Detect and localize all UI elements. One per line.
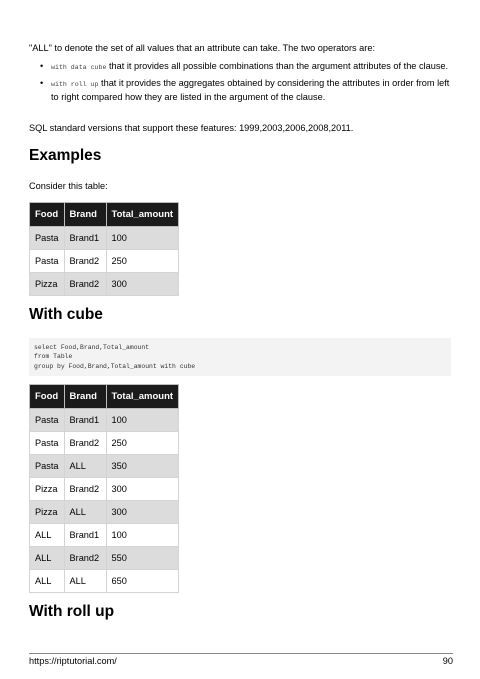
column-header: Food (30, 203, 65, 227)
table-cell: ALL (64, 455, 106, 478)
table-cell: Brand1 (64, 409, 106, 432)
examples-heading: Examples (29, 147, 102, 164)
table-cell: Brand2 (64, 250, 106, 273)
column-header: Total_amount (106, 203, 179, 227)
table-cell: ALL (64, 570, 106, 593)
with-roll-up-heading: With roll up (29, 603, 115, 620)
source-table (29, 202, 179, 296)
table-cell: 100 (106, 524, 179, 547)
table-row (30, 524, 179, 547)
table-cell: ALL (64, 501, 106, 524)
table-cell: Brand2 (64, 273, 106, 296)
table-row (30, 455, 179, 478)
table-cell: Pasta (30, 432, 65, 455)
table-header-row (30, 385, 179, 409)
table-cell: ALL (30, 570, 65, 593)
table-cell: Pizza (30, 501, 65, 524)
bullet-glyph: • (40, 78, 44, 88)
list-item (29, 60, 453, 74)
list-item-text: that it provides all possible combinations than the argument attributes of the clause. (106, 61, 449, 71)
intro-paragraph: "ALL" to denote the set of all values that an attribute can take. The two operators are: (29, 43, 375, 53)
table-row (30, 478, 179, 501)
page-number: 90 (442, 656, 453, 666)
list-item-text: that it provides the aggregates obtained by considering the attributes in order from left to right compared how they are listed in the argument of the clause. (51, 78, 450, 102)
table-cell: Pasta (30, 227, 65, 250)
table-cell: Pizza (30, 478, 65, 501)
table-cell: Brand2 (64, 432, 106, 455)
inline-code: with roll up (51, 81, 99, 88)
table-cell: Pasta (30, 409, 65, 432)
table-cell: 350 (106, 455, 179, 478)
table-cell: 300 (106, 501, 179, 524)
table-cell: Pasta (30, 455, 65, 478)
table-cell: 550 (106, 547, 179, 570)
cube-result-table (29, 384, 179, 593)
table-cell: 100 (106, 227, 179, 250)
table-cell: Pizza (30, 273, 65, 296)
column-header: Food (30, 385, 65, 409)
table-cell: ALL (30, 524, 65, 547)
table-row (30, 501, 179, 524)
table-cell: 250 (106, 250, 179, 273)
table-row (30, 227, 179, 250)
footer-url-link[interactable]: https://riptutorial.com/ (29, 656, 117, 666)
table-header-row (30, 203, 179, 227)
table-row (30, 273, 179, 296)
table-cell: 100 (106, 409, 179, 432)
table-row (30, 250, 179, 273)
table-cell: Brand1 (64, 524, 106, 547)
table-cell: Brand2 (64, 478, 106, 501)
table-cell: 250 (106, 432, 179, 455)
column-header: Total_amount (106, 385, 179, 409)
with-cube-heading: With cube (29, 306, 103, 323)
footer-divider (29, 653, 453, 654)
table-cell: 300 (106, 273, 179, 296)
table-cell: Pasta (30, 250, 65, 273)
table-row (30, 547, 179, 570)
column-header: Brand (64, 203, 106, 227)
table-row (30, 570, 179, 593)
inline-code: with data cube (51, 64, 107, 71)
table-cell: Brand2 (64, 547, 106, 570)
table-cell: ALL (30, 547, 65, 570)
standards-paragraph: SQL standard versions that support these features: 1999,2003,2006,2008,2011. (29, 123, 354, 133)
bullet-glyph: • (40, 61, 44, 71)
operator-list (29, 60, 453, 107)
table-cell: 650 (106, 570, 179, 593)
cube-code-block: select Food,Brand,Total_amount from Table group by Food,Brand,Total_amount with cube (29, 338, 451, 376)
table-row (30, 432, 179, 455)
list-item (29, 77, 453, 104)
consider-paragraph: Consider this table: (29, 181, 108, 191)
table-cell: Brand1 (64, 227, 106, 250)
table-cell: 300 (106, 478, 179, 501)
column-header: Brand (64, 385, 106, 409)
table-row (30, 409, 179, 432)
